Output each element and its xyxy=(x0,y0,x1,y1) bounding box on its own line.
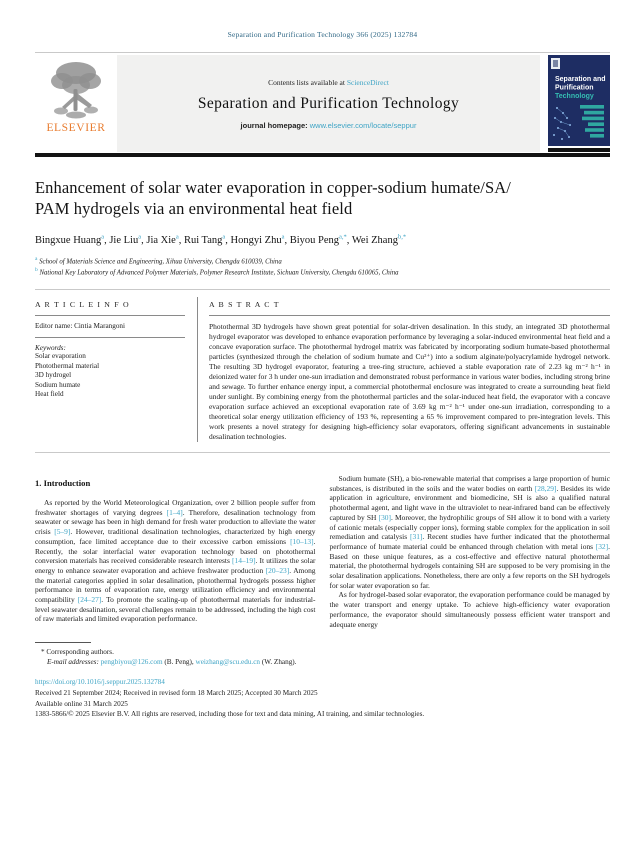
journal-title: Separation and Purification Technology xyxy=(197,94,460,112)
keyword-item: Photothermal material xyxy=(35,361,100,370)
introduction-heading: 1. Introduction xyxy=(35,478,91,489)
journal-cover-thumbnail[interactable] xyxy=(548,55,610,152)
elsevier-tree-icon xyxy=(48,59,104,121)
abstract-text: Photothermal 3D hydrogels have shown great potential for solar-driven desalination. In this study, an integrated 3D photothermal hydrogel evaporator was developed to enhance evaporation performance by leveraging a solar-induced environmental heat field and a concave evaporation surface. The photothermal hydrogel matrix was fabricated by incorporating sodium humate-based photothermal particles (synthesized through the chelation of sodium humate and Cu²⁺) into a sodium alginate/polyacrylamide hydrogel network. The resulting 3D hydrogel evaporator, featuring a tree-ring structure, achieved a stable evaporation rate of 2.23 kg m⁻² h⁻¹ in deionized water for 3 h under one-sun irradiation and demonstrated robust performance in various water bodies, including strong brine and sewage. To further enhance energy input, a commercial photothermal enclosure was integrated to create a surrounding heat field under sunlight. By combining energy from the photothermal particles and the solar-induced heat field, the evaporator with a concave evaporation surface achieved an exceptional evaporation rate of 3.69 kg m⁻² h⁻¹ under one-sun irradiation, corresponding to a theoretical solar energy utilization efficiency of 193 %, representing a 65 % improvement compared to pre-integration levels. This work presents a novel strategy for designing high-efficiency solar evaporators, offering significant advancements in sustainable desalination technologies. xyxy=(209,322,610,442)
journal-citation-header: Separation and Purification Technology 366 (2025) 132784 xyxy=(227,30,418,39)
elsevier-wordmark: ELSEVIER xyxy=(46,122,106,134)
keyword-item: Solar evaporation xyxy=(35,352,86,361)
masthead-panel xyxy=(117,55,540,152)
author[interactable]: Rui Tang$^a$, xyxy=(183,233,231,246)
author-affiliation-sup: a xyxy=(175,233,179,240)
info-rule xyxy=(209,315,610,316)
author-affiliation-sup: b,* xyxy=(397,233,407,240)
author[interactable]: Hongyi Zhu$^a$, xyxy=(230,233,290,246)
email-link-zhang[interactable]: weizhang@scu.edu.cn xyxy=(195,658,261,667)
footnote-block xyxy=(35,642,610,667)
keyword-item: 3D hydrogel xyxy=(35,371,72,380)
author-affiliation-sup: a xyxy=(222,233,226,240)
keyword-item: Sodium humate xyxy=(35,380,81,389)
journal-masthead xyxy=(35,55,610,152)
footnote-divider xyxy=(35,642,91,643)
citation-link[interactable]: [14–19] xyxy=(232,556,256,566)
author[interactable]: Wei Zhang$^{b,*}$ xyxy=(351,233,407,246)
article-info-heading: A R T I C L E I N F O xyxy=(35,300,130,310)
copyright-line: 1383-5866/© 2025 Elsevier B.V. All rights are reserved, including those for text and data mining, AI training, and similar technologies. xyxy=(35,710,425,719)
info-abstract-block xyxy=(35,290,610,452)
received-line: Received 21 September 2024; Received in revised form 18 March 2025; Accepted 30 March 2025 xyxy=(35,689,318,698)
homepage-line: journal homepage: www.elsevier.com/locate/seppur xyxy=(240,120,417,130)
intro-paragraph-right-1: Sodium humate (SH), a bio-renewable material that comprises a large proportion of humic substances, is distributed in the soils and the water bodies on earth [28,29]. Besides its wide application in agriculture, environment and biomedicine, SH is also a qualified natural photothermal agent, and light wave in the ultraviolet to near-infrared band can be effectively captured by SH [30]. Moreover, the hydrophilic groups of SH allow it to bond with a variety of cationic metals (especially copper ions), forming stable complex for the application in soil remediation and catalysis [31]. Recent studies have further indicated that the photothermal performance of humate material could be enhanced through chelation with metal ions [32]. Based on these unique features, as a cost-effective and effective natural photothermal material, the photothermal hydrogels containing SH are supposed to be very promising in the solar desalination applications. Nonetheless, there are only a few reports on the SH hydrogels for solar water evaporation so far. xyxy=(329,474,611,590)
left-column xyxy=(35,474,316,629)
doi-link[interactable]: https://doi.org/10.1016/j.seppur.2025.132784 xyxy=(35,678,165,687)
affiliation: $^a$ School of Materials Science and Engineering, Xihua University, Chengdu 610039, China xyxy=(35,255,282,265)
author-affiliation-sup: a,* xyxy=(339,233,347,240)
abstract-heading: A B S T R A C T xyxy=(209,300,280,310)
citation-link[interactable]: [31] xyxy=(410,532,423,542)
citation-link[interactable]: [32] xyxy=(595,541,609,551)
available-online-line: Available online 31 March 2025 xyxy=(35,699,128,708)
citation-link[interactable]: [28,29] xyxy=(534,483,557,493)
author-affiliation-sup: a xyxy=(138,233,142,240)
author-affiliation-sup: a xyxy=(281,233,285,240)
email-line: E-mail addresses: pengbiyou@126.com (B. Peng), weizhang@scu.edu.cn (W. Zhang). xyxy=(47,658,297,667)
citation-link[interactable]: [20–23] xyxy=(265,565,290,575)
masthead-divider-bar xyxy=(35,153,610,157)
authors-line xyxy=(35,233,610,246)
author[interactable]: Bingxue Huang$^a$, xyxy=(35,233,110,246)
author[interactable]: Jie Liu$^a$, xyxy=(109,233,147,246)
citation-link[interactable]: [24–27] xyxy=(77,595,102,605)
svg-text:Purification: Purification xyxy=(555,84,594,92)
citation-link[interactable]: [5–9] xyxy=(54,527,71,537)
contents-line: Contents lists available at ScienceDirect xyxy=(268,77,389,87)
author-affiliation-sup: a xyxy=(101,233,105,240)
bottom-meta-block xyxy=(35,677,610,720)
body-columns xyxy=(35,474,610,629)
author[interactable]: Biyou Peng$^{a,*}$, xyxy=(289,233,352,246)
section-rule xyxy=(35,452,610,453)
abstract-column xyxy=(197,297,610,442)
affiliations xyxy=(35,255,610,278)
sciencedirect-link[interactable]: ScienceDirect xyxy=(346,77,389,87)
elsevier-logo[interactable] xyxy=(35,55,117,152)
email-link-peng[interactable]: pengbiyou@126.com xyxy=(100,658,163,667)
journal-homepage-link[interactable]: www.elsevier.com/locate/seppur xyxy=(309,120,417,130)
editor-name: Editor name: Cintia Marangoni xyxy=(35,322,126,331)
corresponding-authors-note: * Corresponding authors. xyxy=(41,648,114,657)
intro-paragraph-left: As reported by the World Meteorological Organization, over 2 billion people suffer from freshwater shortages of varying degrees [1–4]. Therefore, desalination technology from seawater or sewage has been in high demand for fresh water production to alleviate the water crisis [5–9]. However, traditional desalination technologies, characterized by high energy consumption, face limited acceptance due to their excessive carbon emissions [10–13]. Recently, the solar interfacial water evaporation technology based on photothermal conversion materials has received considerable research interests [14–19]. It utilizes the solar energy to enhance seawater evaporation and achieve freshwater production [20–23]. Among the material categories applied in solar desalination, photothermal hydrogels possess higher performance in terms of evaporation rate, energy utilization efficiency and environmental compatibility [24–27]. To promote the scaling-up of photothermal materials for industrial-level seawater desalination, several challenges remain to be addressed, including the high cost of raw materials and limited evaporation performance. xyxy=(35,498,316,624)
article-title: Enhancement of solar water evaporation in copper-sodium humate/SA/ PAM hydrogels via an environmental heat field xyxy=(35,178,511,218)
right-column xyxy=(330,474,611,629)
citation-link[interactable]: [1–4] xyxy=(166,507,183,517)
article-info-column xyxy=(35,297,197,442)
svg-text:Technology: Technology xyxy=(555,93,594,100)
citation-link[interactable]: [10–13] xyxy=(290,536,314,546)
keywords-label: Keywords: xyxy=(35,344,66,353)
keyword-item: Heat field xyxy=(35,390,64,399)
header-rule xyxy=(35,52,610,53)
svg-text:Separation and: Separation and xyxy=(555,76,606,83)
citation-link[interactable]: [30] xyxy=(378,512,392,522)
affiliation: $^b$ National Key Laboratory of Advanced Polymer Materials, Polymer Research Institute, Sichuan University, Chengdu 610065, China xyxy=(35,266,399,277)
intro-paragraph-right-2: As for hydrogel-based solar evaporator, the evaporation performance could be managed by the water transport and energy uptake. To achieve high-efficiency water evaporation performance, the evaporator should simultaneously possess efficient water transport and adequate energy xyxy=(329,590,610,629)
author[interactable]: Jia Xie$^a$, xyxy=(146,233,184,246)
